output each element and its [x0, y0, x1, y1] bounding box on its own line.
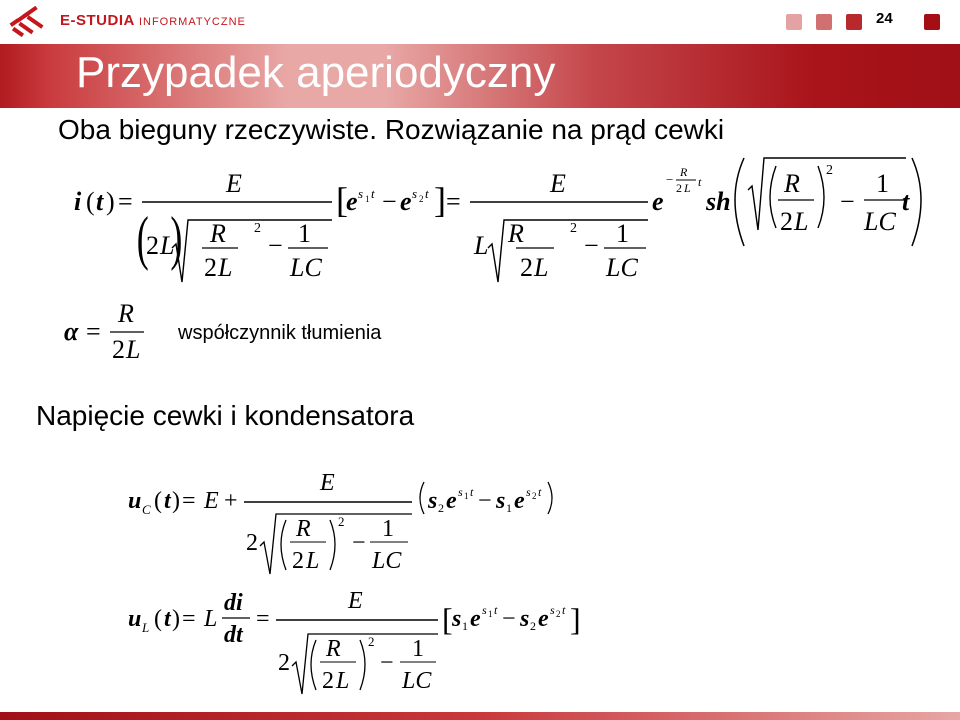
svg-text:LC: LC — [864, 207, 896, 236]
svg-text:u: u — [128, 606, 142, 632]
svg-text:−: − — [840, 187, 855, 216]
equation-current — [60, 150, 940, 290]
svg-text:): ) — [172, 606, 180, 632]
svg-text:L: L — [142, 620, 150, 635]
svg-text:2: 2 — [780, 207, 793, 236]
svg-text:[: [ — [442, 601, 453, 637]
svg-text:E: E — [320, 470, 335, 496]
svg-text:t: t — [164, 488, 171, 514]
svg-text:L: L — [684, 181, 691, 195]
svg-text:2: 2 — [556, 609, 561, 619]
svg-text:u: u — [128, 488, 142, 514]
svg-text:2: 2 — [826, 163, 833, 178]
svg-text:(: ( — [154, 606, 162, 632]
svg-text:2: 2 — [530, 619, 536, 633]
svg-text:t: t — [902, 187, 910, 216]
brand-main: E-STUDIA — [60, 12, 135, 29]
svg-text:t: t — [371, 186, 375, 201]
slide-title: Przypadek aperiodyczny — [76, 48, 556, 97]
svg-text:e: e — [446, 488, 457, 514]
svg-text:2: 2 — [438, 501, 444, 515]
svg-text:i: i — [74, 187, 82, 216]
svg-text:s: s — [526, 485, 531, 499]
svg-text:s: s — [520, 606, 530, 632]
svg-text:LC: LC — [402, 668, 432, 694]
svg-text:R: R — [784, 169, 800, 198]
svg-text:=: = — [182, 488, 196, 514]
svg-text:2: 2 — [146, 231, 159, 260]
svg-text:): ) — [106, 187, 115, 216]
svg-text:α: α — [64, 317, 79, 346]
svg-text:di: di — [224, 590, 243, 616]
svg-text:s: s — [482, 603, 487, 617]
svg-text:L: L — [126, 335, 141, 364]
svg-text:2: 2 — [112, 335, 125, 364]
svg-text:t: t — [164, 606, 171, 632]
alpha-description: współczynnik tłumienia — [178, 322, 382, 344]
deco-square-3 — [846, 14, 862, 30]
svg-text:1: 1 — [616, 219, 629, 248]
svg-text:t: t — [698, 175, 702, 189]
svg-text:L: L — [474, 231, 489, 260]
svg-text:L: L — [534, 253, 549, 282]
svg-text:−: − — [666, 172, 674, 187]
svg-text:t: t — [470, 485, 474, 499]
equation-alpha — [60, 300, 160, 364]
svg-text:E: E — [226, 169, 242, 198]
svg-text:+: + — [224, 488, 238, 514]
svg-text:R: R — [210, 219, 226, 248]
svg-text:−: − — [382, 187, 397, 216]
svg-text:]: ] — [570, 601, 581, 637]
svg-text:e: e — [652, 187, 664, 216]
page-number: 24 — [876, 10, 893, 27]
svg-text:t: t — [425, 186, 429, 201]
svg-text:e: e — [400, 187, 412, 216]
deco-square-1 — [786, 14, 802, 30]
svg-text:L: L — [794, 207, 809, 236]
line-voltages: Napięcie cewki i kondensatora — [36, 400, 415, 431]
svg-text:sh: sh — [706, 187, 731, 216]
svg-text:s: s — [452, 606, 462, 632]
svg-text:−: − — [502, 606, 516, 632]
svg-text:2: 2 — [368, 634, 375, 649]
svg-text:L: L — [160, 231, 175, 260]
svg-text:e: e — [538, 606, 549, 632]
svg-text:R: R — [118, 300, 134, 328]
svg-text:s: s — [458, 485, 463, 499]
svg-text:s: s — [412, 186, 418, 201]
svg-text:s: s — [358, 186, 364, 201]
svg-text:1: 1 — [365, 194, 370, 204]
svg-text:E: E — [204, 488, 219, 514]
svg-text:=: = — [182, 606, 196, 632]
svg-text:−: − — [584, 231, 599, 260]
equation-capacitor-voltage — [120, 468, 580, 578]
svg-text:=: = — [86, 317, 101, 346]
svg-text:(: ( — [154, 488, 162, 514]
svg-text:2: 2 — [419, 194, 424, 204]
svg-text:R: R — [680, 165, 688, 179]
svg-text:−: − — [380, 650, 394, 676]
svg-text:=: = — [256, 606, 270, 632]
svg-text:2: 2 — [338, 514, 345, 529]
svg-text:e: e — [514, 488, 525, 514]
equation-inductor-voltage — [120, 586, 590, 698]
svg-text:LC: LC — [290, 253, 322, 282]
deco-square-2 — [816, 14, 832, 30]
svg-text:2: 2 — [322, 668, 334, 694]
svg-text:=: = — [118, 187, 133, 216]
svg-text:LC: LC — [372, 548, 402, 574]
svg-text:1: 1 — [382, 516, 394, 542]
svg-text:L: L — [336, 668, 350, 694]
svg-text:L: L — [218, 253, 233, 282]
svg-text:t: t — [538, 485, 542, 499]
svg-text:C: C — [142, 502, 151, 517]
svg-text:dt: dt — [224, 622, 243, 648]
svg-text:): ) — [170, 204, 183, 272]
svg-text:2: 2 — [570, 221, 577, 236]
svg-text:(: ( — [136, 204, 149, 272]
svg-text:L: L — [306, 548, 320, 574]
bottom-bar — [0, 712, 960, 720]
svg-text:E: E — [550, 169, 566, 198]
svg-text:2: 2 — [246, 530, 258, 556]
svg-text:L: L — [204, 606, 218, 632]
svg-text:1: 1 — [506, 501, 512, 515]
svg-text:2: 2 — [532, 491, 537, 501]
svg-text:1: 1 — [876, 169, 889, 198]
svg-text:t: t — [96, 187, 104, 216]
svg-text:−: − — [268, 231, 283, 260]
svg-text:s: s — [496, 488, 506, 514]
svg-text:s: s — [428, 488, 438, 514]
svg-text:E: E — [348, 588, 363, 614]
brand-sub: INFORMATYCZNE — [138, 16, 246, 28]
svg-text:]: ] — [434, 180, 446, 220]
svg-text:R: R — [326, 636, 341, 662]
svg-text:(: ( — [86, 187, 95, 216]
svg-text:e: e — [470, 606, 481, 632]
svg-text:=: = — [446, 187, 461, 216]
svg-text:R: R — [508, 219, 524, 248]
svg-text:2: 2 — [278, 650, 290, 676]
svg-text:[: [ — [336, 180, 348, 220]
svg-text:2: 2 — [676, 181, 682, 195]
svg-text:1: 1 — [462, 619, 468, 633]
svg-text:): ) — [172, 488, 180, 514]
svg-text:2: 2 — [520, 253, 533, 282]
logo-icon — [8, 6, 54, 40]
svg-text:1: 1 — [464, 491, 469, 501]
svg-text:2: 2 — [204, 253, 217, 282]
svg-text:LC: LC — [606, 253, 638, 282]
brand-name — [60, 12, 246, 29]
svg-text:s: s — [550, 603, 555, 617]
svg-text:−: − — [478, 488, 492, 514]
svg-text:1: 1 — [412, 636, 424, 662]
svg-text:1: 1 — [298, 219, 311, 248]
svg-text:R: R — [296, 516, 311, 542]
svg-text:1: 1 — [488, 609, 493, 619]
line-poles: Oba bieguny rzeczywiste. Rozwiązanie na prąd cewki — [58, 114, 725, 145]
svg-text:e: e — [346, 187, 358, 216]
svg-text:−: − — [352, 530, 366, 556]
svg-text:2: 2 — [254, 221, 261, 236]
svg-text:t: t — [562, 603, 566, 617]
svg-text:t: t — [494, 603, 498, 617]
deco-square-4 — [924, 14, 940, 30]
svg-text:2: 2 — [292, 548, 304, 574]
